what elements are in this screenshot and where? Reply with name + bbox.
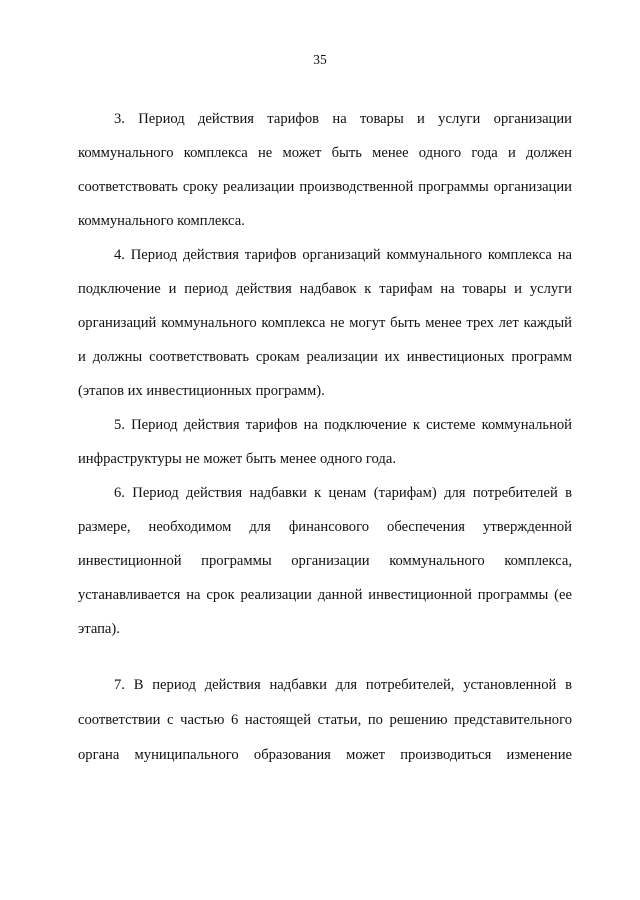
paragraph-line: 3. Период действия тарифов на товары и услуги организации bbox=[114, 111, 572, 127]
paragraph-line: соответствовать сроку реализации производственной программы организации bbox=[78, 179, 572, 195]
paragraph-line: размере, необходимом для финансового обеспечения утвержденной bbox=[78, 519, 572, 535]
paragraph-line: коммунального комплекса. bbox=[78, 213, 245, 229]
paragraph-line: подключение и период действия надбавок к тарифам на товары и услуги bbox=[78, 281, 572, 297]
paragraph-line: соответствии с частью 6 настоящей статьи, по решению представительного bbox=[78, 712, 572, 728]
paragraph-line: органа муниципального образования может производиться изменение bbox=[78, 747, 572, 763]
paragraph-line: 4. Период действия тарифов организаций коммунального комплекса на bbox=[114, 247, 572, 263]
paragraph-line: этапа). bbox=[78, 621, 120, 637]
paragraph-line: инвестиционной программы организации коммунального комплекса, bbox=[78, 553, 572, 569]
paragraph-line: организаций коммунального комплекса не могут быть менее трех лет каждый bbox=[78, 315, 572, 331]
paragraph-line: 5. Период действия тарифов на подключение к системе коммунальной bbox=[114, 417, 572, 433]
paragraph-line: устанавливается на срок реализации данной инвестиционной программы (ее bbox=[78, 587, 572, 603]
paragraph-line: (этапов их инвестиционных программ). bbox=[78, 383, 325, 399]
page-number: 35 bbox=[313, 52, 327, 67]
paragraph-line: 6. Период действия надбавки к ценам (тарифам) для потребителей в bbox=[114, 485, 572, 501]
paragraph-line: коммунального комплекса не может быть менее одного года и должен bbox=[78, 145, 572, 161]
paragraph-line: инфраструктуры не может быть менее одного года. bbox=[78, 451, 396, 467]
paragraph-line: и должны соответствовать срокам реализации их инвестиционых программ bbox=[78, 349, 572, 365]
paragraph-line: 7. В период действия надбавки для потребителей, установленной в bbox=[114, 677, 572, 693]
